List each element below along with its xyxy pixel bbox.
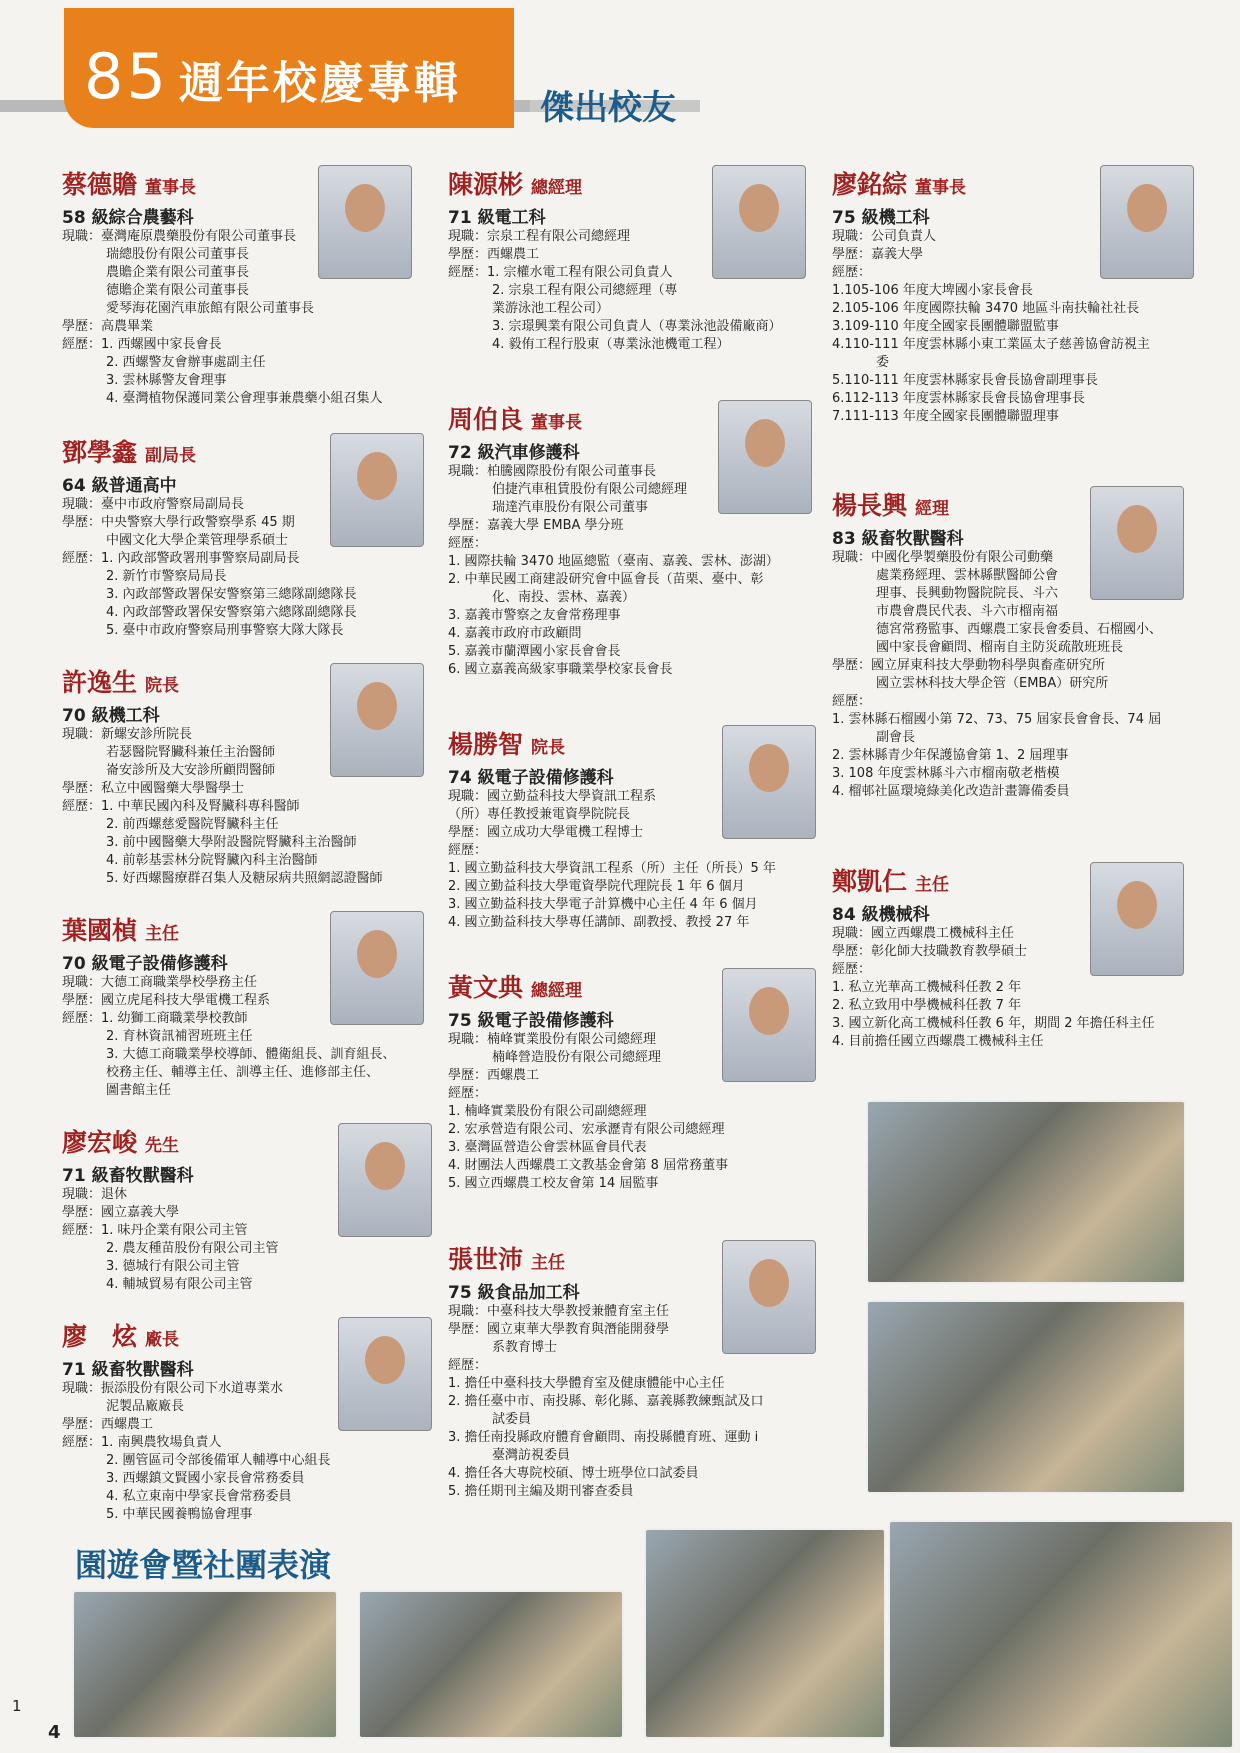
alumni-dept: 71 級畜牧獸醫科 [62,1360,194,1380]
alumni-line: 學歷：嘉義大學 [832,247,924,262]
alumni-line: 4. 私立東南中學家長會常務委員 [106,1489,292,1504]
alumni-line: 現職：退休 [62,1187,128,1202]
alumni-line: 5. 臺中市政府警察局刑事警察大隊大隊長 [106,623,344,638]
event-photo-bottom-1 [72,1590,338,1739]
alumni-line: 現職：中臺科技大學教授兼體育室主任 [448,1304,670,1319]
alumni-dept: 75 級食品加工科 [448,1283,580,1303]
alumni-dept: 75 級機工科 [832,208,930,228]
alumni-line: 3. 前中國醫藥大學附設醫院腎臟科主治醫師 [106,835,357,850]
alumni-line: 2. 西螺警友會辦事處副主任 [106,355,266,370]
alumni-line: 國中家長會顧問、榴南自主防災疏散班班長 [876,640,1124,655]
alumni-line: 1. 雲林縣石榴國小第 72、73、75 屆家長會會長、74 屆 [832,712,1162,727]
alumni-line: 經歷： [448,1086,488,1101]
alumni-line: 系教育博士 [492,1340,558,1355]
alumni-role: 副局長 [145,446,197,466]
alumni-line: 經歷： [832,962,872,977]
alumni-line: 經歷： [448,843,488,858]
page-number: 4 [48,1722,61,1743]
alumni-line: 經歷： [448,1358,488,1373]
alumni-line: 經歷：1. 幼獅工商職業學校教師 [62,1011,248,1026]
alumni-portrait [722,1240,816,1354]
alumni-line: 現職：國立西螺農工機械科主任 [832,926,1015,941]
alumni-line: 臺灣訪視委員 [492,1448,571,1463]
alumni-entry [448,400,813,679]
alumni-line: 1. 私立光華高工機械科任教 2 年 [832,980,1022,995]
alumni-line: 伯捷汽車租賃股份有限公司總經理 [492,482,688,497]
alumni-line: 學歷：西螺農工 [62,1417,154,1432]
alumni-line: 經歷：1. 味丹企業有限公司主管 [62,1223,248,1238]
alumni-portrait [1090,486,1184,600]
alumni-line: 經歷：1. 宗權水電工程有限公司負責人 [448,265,673,280]
alumni-line: 處業務經理、雲林縣獸醫師公會 [876,568,1059,583]
alumni-role: 先生 [145,1136,180,1156]
alumni-line: 校務主任、輔導主任、訓導主任、進修部主任、 [106,1065,380,1080]
alumni-line: 7.111-113 年度全國家長團體聯盟理事 [832,409,1059,424]
alumni-line: 4. 臺灣植物保護同業公會理事兼農藥小組召集人 [106,391,383,406]
alumni-line: 4. 財團法人西螺農工文教基金會第 8 屆常務董事 [448,1158,729,1173]
alumni-line: 經歷：1. 中華民國內科及腎臟科專科醫師 [62,799,300,814]
alumni-line: 學歷：彰化師大技職教育教學碩士 [832,944,1028,959]
alumni-line: 現職：楠峰實業股份有限公司總經理 [448,1032,657,1047]
alumni-name: 許逸生 [62,668,138,697]
alumni-line: 5. 國立西螺農工校友會第 14 屆監事 [448,1176,659,1191]
alumni-line: 經歷：1. 南興農牧場負責人 [62,1435,222,1450]
alumni-portrait [338,1317,432,1431]
alumni-line: 委 [876,355,890,370]
event-photo-bottom-4 [888,1520,1234,1749]
alumni-line: 現職：柏騰國際股份有限公司董事長 [448,464,657,479]
alumni-line: 1. 擔任中臺科技大學體育室及健康體能中心主任 [448,1376,725,1391]
event-photo-top-right [866,1100,1186,1284]
alumni-portrait [718,400,812,514]
alumni-line: 2. 私立致用中學機械科任教 7 年 [832,998,1022,1013]
alumni-line: 學歷：國立成功大學電機工程博士 [448,825,644,840]
alumni-line: 學歷：西螺農工 [448,1068,540,1083]
alumni-entry [832,165,1195,426]
alumni-line: 4. 國立勤益科技大學專任講師、副教授、教授 27 年 [448,915,750,930]
alumni-line: 6.112-113 年度雲林縣家長會長協會理事長 [832,391,1085,406]
alumni-line: （所）專任教授兼電資學院院長 [448,807,631,822]
alumni-line: 2. 宗泉工程有限公司總經理（專 [492,283,678,298]
event-photo-bottom-3 [644,1528,886,1739]
alumni-name: 廖銘綜 [832,170,908,199]
alumni-line: 4. 毅侑工程行股東（專業泳池機電工程） [492,337,730,352]
alumni-name: 楊勝智 [448,730,524,759]
alumni-line: 現職：新螺安診所院長 [62,727,193,742]
alumni-entry [448,725,817,932]
alumni-name: 鄭凱仁 [832,867,908,896]
alumni-name: 張世沛 [448,1245,524,1274]
alumni-line: 泥製品廠廠長 [106,1399,185,1414]
alumni-line: 理事、長興動物醫院院長、斗六 [876,586,1059,601]
alumni-line: 2. 團管區司令部後備軍人輔導中心組長 [106,1453,331,1468]
alumni-line: 現職：中國化學製藥股份有限公司動藥 [832,550,1054,565]
issue-heading [84,40,461,113]
alumni-entry [448,1240,817,1501]
alumni-line: 3.109-110 年度全國家長團體聯盟監事 [832,319,1059,334]
alumni-line: 1. 國際扶輪 3470 地區總監（臺南、嘉義、雲林、澎湖） [448,554,779,569]
alumni-role: 總經理 [531,178,583,198]
alumni-line: 經歷：1. 西螺國中家長會長 [62,337,222,352]
alumni-name: 廖 炫 [62,1322,138,1351]
alumni-line: 2. 國立勤益科技大學電資學院代理院長 1 年 6 個月 [448,879,745,894]
alumni-line: 若瑟醫院腎臟科兼任主治醫師 [106,745,276,760]
alumni-line: 1. 國立勤益科技大學資訊工程系（所）主任（所長）5 年 [448,861,776,876]
alumni-role: 主任 [915,875,950,895]
alumni-role: 總經理 [531,981,583,1001]
alumni-line: 2. 育林資訊補習班班主任 [106,1029,253,1044]
alumni-line: 4. 榴邨社區環境綠美化改造計畫籌備委員 [832,784,1070,799]
alumni-dept: 70 級機工科 [62,706,160,726]
alumni-name: 鄧學鑫 [62,438,138,467]
alumni-entry [62,1317,433,1524]
alumni-line: 3. 內政部警政署保安警察第三總隊副總隊長 [106,587,357,602]
alumni-line: 2. 農友種苗股份有限公司主管 [106,1241,279,1256]
alumni-line: 學歷：中央警察大學行政警察學系 45 期 [62,515,295,530]
alumni-role: 院長 [145,676,180,696]
alumni-dept: 74 級電子設備修護科 [448,768,614,788]
alumni-entry [62,1123,433,1294]
alumni-line: 崙安診所及大安診所顧問醫師 [106,763,276,778]
alumni-role: 廠長 [145,1330,180,1350]
alumni-role: 董事長 [531,413,583,433]
alumni-role: 主任 [531,1253,566,1273]
alumni-line: 市農會農民代表、斗六市榴南福 [876,604,1059,619]
alumni-dept: 58 級綜合農藝科 [62,208,194,228]
alumni-line: 3. 雲林縣警友會理事 [106,373,227,388]
alumni-line: 現職：宗泉工程有限公司總經理 [448,229,631,244]
section-title: 傑出校友 [540,88,676,128]
alumni-line: 副會長 [876,730,916,745]
alumni-portrait [318,165,412,279]
alumni-portrait [712,165,806,279]
alumni-entry [62,663,425,888]
alumni-line: 4. 擔任各大專院校碩、博士班學位口試委員 [448,1466,699,1481]
alumni-role: 董事長 [915,178,967,198]
alumni-line: 5. 好西螺醫療群召集人及糖尿病共照網認證醫師 [106,871,383,886]
alumni-name: 葉國楨 [62,916,138,945]
alumni-line: 學歷：私立中國醫藥大學醫學士 [62,781,245,796]
alumni-line: 3. 國立新化高工機械科任教 6 年，期間 2 年擔任科主任 [832,1016,1155,1031]
alumni-line: 學歷：國立屏東科技大學動物科學與畜產研究所 [832,658,1106,673]
alumni-line: 2. 前西螺慈愛醫院腎臟科主任 [106,817,279,832]
alumni-portrait [330,663,424,777]
alumni-line: 學歷：高農畢業 [62,319,154,334]
alumni-dept: 83 級畜牧獸醫科 [832,529,964,549]
alumni-line: 學歷：嘉義大學 EMBA 學分班 [448,518,624,533]
alumni-line: 現職：振添股份有限公司下水道專業水 [62,1381,284,1396]
alumni-line: 學歷：國立虎尾科技大學電機工程系 [62,993,271,1008]
alumni-line: 4. 目前擔任國立西螺農工機械科主任 [832,1034,1044,1049]
alumni-entry [62,165,413,408]
alumni-line: 1.105-106 年度大埤國小家長會長 [832,283,1033,298]
alumni-line: 學歷：西螺農工 [448,247,540,262]
alumni-line: 4.110-111 年度雲林縣小東工業區太子慈善協會訪視主 [832,337,1150,352]
alumni-portrait [330,433,424,547]
alumni-line: 3. 德城行有限公司主管 [106,1259,240,1274]
alumni-portrait [722,725,816,839]
alumni-line: 現職：臺中市政府警察局副局長 [62,497,245,512]
alumni-line: 3. 嘉義市警察之友會常務理事 [448,608,621,623]
alumni-role: 主任 [145,924,180,944]
alumni-dept: 75 級電子設備修護科 [448,1011,614,1031]
alumni-line: 德贍企業有限公司董事長 [106,283,250,298]
alumni-line: 愛琴海花園汽車旅館有限公司董事長 [106,301,315,316]
alumni-line: 6. 國立嘉義高級家事職業學校家長會長 [448,662,673,677]
alumni-line: 經歷： [448,536,488,551]
alumni-line: 試委員 [492,1412,532,1427]
alumni-dept: 71 級電工科 [448,208,546,228]
alumni-dept: 71 級畜牧獸醫科 [62,1166,194,1186]
alumni-line: 學歷：國立東華大學教育與潛能開發學 [448,1322,670,1337]
alumni-line: 國立雲林科技大學企管（EMBA）研究所 [876,676,1109,691]
alumni-role: 經理 [915,499,950,519]
alumni-entry [832,486,1185,801]
alumni-entry [62,911,425,1100]
alumni-line: 4. 嘉義市政府市政顧問 [448,626,582,641]
alumni-line: 1. 楠峰實業股份有限公司副總經理 [448,1104,647,1119]
alumni-name: 周伯良 [448,405,524,434]
alumni-line: 經歷： [832,265,872,280]
alumni-dept: 70 級電子設備修護科 [62,954,228,974]
alumni-line: 5. 中華民國養鴨協會理事 [106,1507,253,1522]
alumni-line: 4. 內政部警政署保安警察第六總隊副總隊長 [106,605,357,620]
alumni-entry [62,433,425,640]
alumni-line: 學歷：國立嘉義大學 [62,1205,180,1220]
page-left-mark: 1 [12,1697,22,1715]
alumni-line: 5. 嘉義市蘭潭國小家長會會長 [448,644,621,659]
alumni-line: 現職：公司負責人 [832,229,937,244]
alumni-portrait [330,911,424,1025]
alumni-line: 2.105-106 年度國際扶輪 3470 地區斗南扶輪社社長 [832,301,1140,316]
alumni-portrait [1100,165,1194,279]
alumni-line: 瑞達汽車股份有限公司董事 [492,500,649,515]
alumni-line: 2. 宏承營造有限公司、宏承瀝青有限公司總經理 [448,1122,725,1137]
alumni-line: 3. 擔任南投縣政府體育會顧問、南投縣體育班、運動 i [448,1430,759,1445]
alumni-line: 5. 擔任期刊主編及期刊審查委員 [448,1484,634,1499]
alumni-line: 4. 輔城貿易有限公司主管 [106,1277,253,1292]
alumni-line: 現職：國立勤益科技大學資訊工程系 [448,789,657,804]
event-photo-middle-right [866,1300,1186,1494]
issue-title: 週年校慶專輯 [178,58,461,109]
alumni-line: 2. 中華民國工商建設研究會中區會長（苗栗、臺中、彰 [448,572,764,587]
alumni-line: 瑞總股份有限公司董事長 [106,247,250,262]
alumni-line: 3. 臺灣區營造公會雲林區會員代表 [448,1140,647,1155]
alumni-line: 現職：大德工商職業學校學務主任 [62,975,258,990]
alumni-line: 化、南投、雲林、嘉義） [492,590,636,605]
alumni-line: 經歷：1. 內政部警政署刑事警察局副局長 [62,551,300,566]
alumni-line: 業游泳池工程公司） [492,301,610,316]
alumni-name: 蔡德贍 [62,170,138,199]
alumni-portrait [338,1123,432,1237]
alumni-line: 2. 雲林縣青少年保護協會第 1、2 屆理事 [832,748,1069,763]
alumni-name: 黃文典 [448,973,524,1002]
alumni-line: 2. 擔任臺中市、南投縣、彰化縣、嘉義縣教練甄試及口 [448,1394,764,1409]
alumni-entry [448,968,817,1193]
alumni-role: 董事長 [145,178,197,198]
alumni-line: 4. 前彰基雲林分院腎臟內科主治醫師 [106,853,318,868]
event-photo-bottom-2 [358,1590,624,1739]
alumni-line: 農贍企業有限公司董事長 [106,265,250,280]
alumni-portrait [1090,862,1184,976]
alumni-dept: 64 級普通高中 [62,476,177,496]
alumni-line: 3. 108 年度雲林縣斗六市榴南敬老楷模 [832,766,1060,781]
alumni-line: 2. 新竹市警察局局長 [106,569,227,584]
alumni-name: 陳源彬 [448,170,524,199]
event-title: 園遊會暨社團表演 [75,1546,332,1584]
alumni-line: 3. 國立勤益科技大學電子計算機中心主任 4 年 6 個月 [448,897,758,912]
alumni-line: 德宮常務監事、西螺農工家長會委員、石榴國小、 [876,622,1163,637]
alumni-line: 楠峰營造股份有限公司總經理 [492,1050,662,1065]
alumni-dept: 72 級汽車修護科 [448,443,580,463]
alumni-line: 現職：臺灣庵原農藥股份有限公司董事長 [62,229,297,244]
alumni-line: 經歷： [832,694,872,709]
alumni-portrait [722,968,816,1082]
alumni-line: 圖書館主任 [106,1083,172,1098]
alumni-dept: 84 級機械科 [832,905,930,925]
alumni-name: 楊長興 [832,491,908,520]
alumni-role: 院長 [531,738,566,758]
alumni-line: 3. 西螺鎮文賢國小家長會常務委員 [106,1471,305,1486]
alumni-line: 3. 宗璟興業有限公司負責人（專業泳池設備廠商） [492,319,782,334]
issue-number: 85 [84,40,169,113]
alumni-name: 廖宏峻 [62,1128,138,1157]
alumni-line: 中國文化大學企業管理學系碩士 [106,533,289,548]
alumni-entry [448,165,807,354]
alumni-line: 3. 大德工商職業學校導師、體衛組長、訓育組長、 [106,1047,396,1062]
alumni-line: 5.110-111 年度雲林縣家長會長協會副理事長 [832,373,1098,388]
alumni-entry [832,862,1185,1051]
